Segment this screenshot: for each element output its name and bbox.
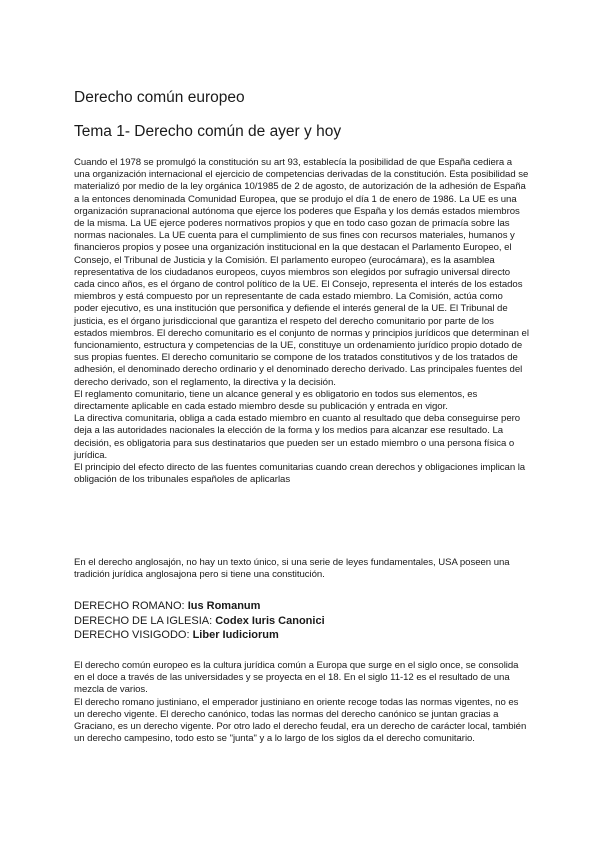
paragraph-reglamento: El reglamento comunitario, tiene un alcance general y es obligatorio en todos sus elementos, es directamente aplicable en cada estado miembro desde su publicación y entrada en vigor. — [74, 388, 478, 413]
name-line-iglesia — [74, 614, 325, 629]
paragraph-constitucion-ue: Cuando el 1978 se promulgó la constitución su art 93, establecía la posibilidad de que España cediera a una organización internacional el ejercicio de competencias derivadas de la constitución. Esta posibilidad se materializó por medio de la ley orgánica 10/1985 de 2 de agosto, de autorización de la adhesión de España a la entonces denominada Comunidad Europea, que se produjo el día 1 de enero de 1986. La UE es una organización supranacional autónoma que ejerce los poderes que España y los demás estados miembros de la misma. La UE ejerce poderes normativos propios y que en todo caso gozan de primacía sobre las normas nacionales. La UE cuenta para el cumplimiento de sus fines con recursos materiales, humanos y financieros propios y posee una organización institucional en la que destacan el Parlamento Europeo, el Consejo, el Tribunal de Justicia y la Comisión. El parlamento europeo (eurocámara), es la asamblea representativa de los ciudadanos europeos, cuyos miembros son elegidos por sufragio universal directo cada cinco años, es el órgano de control político de la UE. El Consejo, representa el interés de los estados miembros y está compuesto por un representante de cada estado miembro. La Comisión, actúa como poder ejecutivo, es una institución que personifica y defiende el interés general de la UE. El Tribunal de justicia, es el órgano jurisdiccional que garantiza el respeto del derecho comunitario por parte de los estados miembros. El derecho comunitario es el conjunto de normas y principios jurídicos que determinan el funcionamiento, estructura y competencias de la UE, constituye un ordenamiento jurídico propio dotado de sus propias fuentes. El derecho comunitario se compone de los tratados constitutivos y de los tratados de adhesión, el denominado derecho ordinario y el denominado derecho derivado. Las principales fuentes del derecho derivado, son el reglamento, la directiva y la decisión. — [74, 157, 529, 388]
name-value: Liber Iudiciorum — [192, 629, 279, 641]
legal-traditions-list — [74, 599, 325, 643]
name-label: DERECHO DE LA IGLESIA: — [74, 614, 216, 627]
name-line-romano — [74, 599, 325, 614]
name-line-visigodo — [74, 628, 325, 643]
anglo-text-block — [74, 557, 529, 581]
name-label: DERECHO VISIGODO: — [74, 629, 193, 641]
main-text-block — [74, 157, 529, 486]
paragraph-fuentes-historicas: El derecho romano justiniano, el emperador justiniano en oriente recoge todas las normas vigentes, no es un derecho vigente. El derecho canónico, todas las normas del derecho canónico se juntan gracias a Graciano, es un derecho vigente. Por otro lado el derecho feudal, era un derecho de carácter local, también un derecho campesino, todo esto se "junta" y a lo largo de los siglos da el derecho comunitario. — [74, 696, 527, 745]
paragraph-efecto-directo: El principio del efecto directo de las fuentes comunitarias cuando crean derechos y obligaciones implican la obligación de los tribunales españoles de aplicarlas — [74, 462, 526, 486]
paragraph-anglosajon: En el derecho anglosajón, no hay un texto único, si una serie de leyes fundamentales, USA poseen una tradición jurídica anglosajona pero si tiene una constitución. — [74, 557, 510, 581]
name-label: DERECHO ROMANO: — [74, 600, 188, 612]
paragraph-directiva: La directiva comunitaria, obliga a cada estado miembro en cuanto al resultado que deba conseguirse pero deja a las autoridades nacionales la elección de la forma y los medios para alcanzar ese resultado. La decisión, es obligatoria para sus destinatarios que pueden ser un estado miembro o una persona física o jurídica. — [74, 413, 521, 461]
history-text-block — [74, 660, 529, 745]
name-value: Ius Romanum — [187, 600, 261, 612]
section-heading: Tema 1- Derecho común de ayer y hoy — [74, 123, 342, 140]
paragraph-derecho-comun: El derecho común europeo es la cultura jurídica común a Europa que surge en el siglo once, se consolida en el doce a través de las universidades y se proyecta en el 18. En el siglo 11-12 es el resultado de una mezcla de varios. — [74, 660, 519, 696]
name-value: Codex Iuris Canonici — [215, 614, 325, 627]
document-title: Derecho común europeo — [74, 89, 245, 106]
